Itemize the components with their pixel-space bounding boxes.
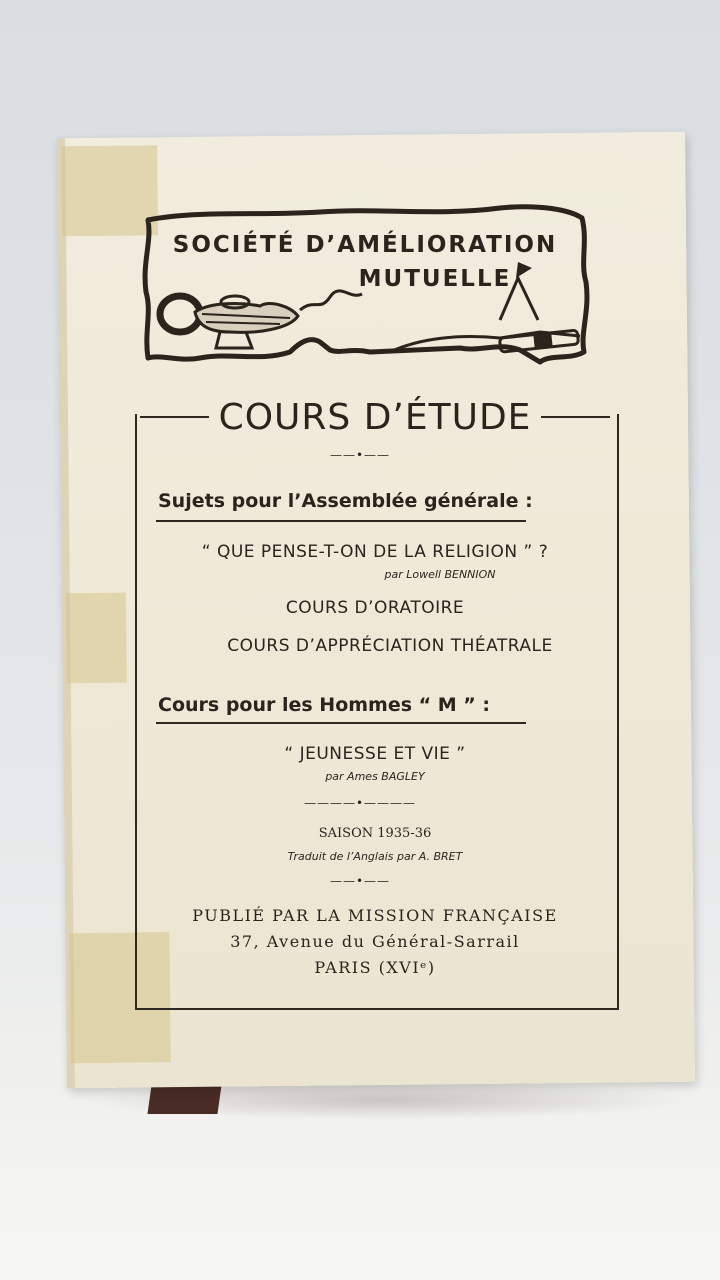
section2-heading: Cours pour les Hommes “ M ” : — [158, 694, 490, 716]
section1-heading: Sujets pour l’Assemblée générale : — [158, 490, 533, 512]
item-religion: “ QUE PENSE-T-ON DE LA RELIGION ” ? — [201, 542, 549, 562]
banner-title-line1: SOCIÉTÉ D’AMÉLIORATION — [172, 232, 558, 258]
title-row — [130, 392, 620, 442]
publisher-line1: PUBLIÉ PAR LA MISSION FRANÇAISE — [192, 906, 558, 925]
byline-bagley: par Ames BAGLEY — [325, 770, 425, 783]
byline-bennion: par Lowell BENNION — [384, 568, 496, 581]
publisher-address: 37, Avenue du Général-Sarrail — [230, 932, 520, 951]
publisher-city: PARIS (XVIᵉ) — [314, 958, 436, 977]
season: SAISON 1935-36 — [318, 826, 432, 841]
banner-title-line2: MUTUELLE — [358, 266, 512, 292]
title-rule-left — [140, 416, 209, 418]
item-theatrale: COURS D’APPRÉCIATION THÉATRALE — [227, 636, 553, 656]
title-rule-right — [541, 416, 610, 418]
ornament-divider: ——•—— — [329, 874, 391, 888]
ornament-divider: ————•———— — [303, 796, 417, 810]
item-oratoire: COURS D’ORATOIRE — [285, 598, 465, 618]
translator: Traduit de l’Anglais par A. BRET — [287, 850, 463, 863]
section2-rule — [156, 722, 526, 724]
banner — [140, 202, 590, 372]
section1-rule — [156, 520, 526, 522]
ornament-divider: ——•—— — [329, 448, 391, 462]
item-jeunesse: “ JEUNESSE ET VIE ” — [284, 744, 466, 764]
page-title: COURS D’ÉTUDE — [218, 396, 532, 438]
tape-strip — [66, 593, 127, 684]
